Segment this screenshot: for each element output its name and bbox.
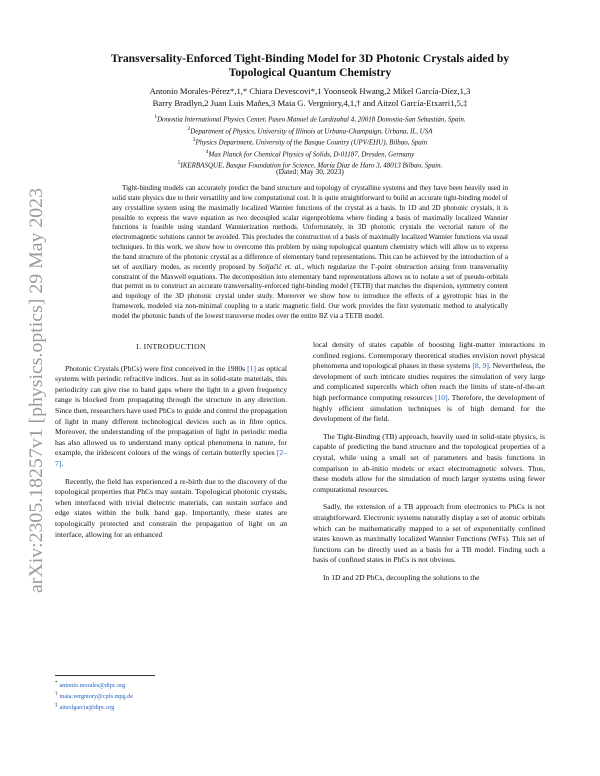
citation-link[interactable]: [2–7]: [55, 448, 287, 468]
abstract-emphasis: Soljačić et. al.: [258, 262, 303, 271]
footnotes: [55, 675, 287, 713]
affiliation: $^4$Max Planck for Chemical Physics of Solids, D-01187, Dresden, Germany: [205, 148, 415, 158]
section-heading: I. INTRODUCTION: [136, 342, 206, 351]
title-line: Transversality-Enforced Tight-Binding Model for 3D Photonic Crystals aided by: [110, 52, 510, 65]
arxiv-sidebar: [14, 185, 54, 595]
right-column: [313, 340, 545, 583]
affiliation: $^5$IKERBASQUE, Basque Foundation for Science, María Díaz de Haro 3, 48013 Bilbao, Spain.: [177, 160, 443, 170]
paragraph: Photonic Crystals (PhCs) were first conceived in the 1980s [1] as optical systems with periodic refractive indices. Just as in solid-state materials, this periodicity can give rise to band gaps where the light in a given frequency range is blocked from propagating through the structure in any direction. Since then, researchers have used PhCs to guide and control the propagation of light in many different technological devices such as in fibre optics. Moreover, the understanding of the propagation of light in periodic media has also allowed us to understand many optical phenomena in nature, for example, the iridescent colours of the wings of certain butterfly species [2–7].: [55, 363, 287, 468]
citation-link[interactable]: [10]: [434, 392, 448, 402]
author-list: [80, 86, 540, 109]
paragraph: local density of states capable of boosting light-matter interactions in confined regions. Contemporary theoretical studies envision novel physical phenomena and topological phases in these systems [8, 9]. Nevertheless, the development of such intricate studies requires the simulation of very large and complicated supercells which often reach the limits of state-of-the-art high performance computing resources [10]. Therefore, the development of highly efficient simulation techniques is of high demand for the development of the field.: [313, 340, 546, 424]
abstract: Tight-binding models can accurately predict the band structure and topology of crystalline systems and they have been heavily used in solid state physics due to their versatility and low computational cost. It is quite straightforward to build an accurate tight-binding model of any crystalline system using the maximally localized Wannier functions of the crystal as a basis. In 1D and 2D photonic crystals, it is possible to express the wave equation as two decoupled scalar eigenproblems where finding a basis of maximally localized Wannier functions is feasible using standard Wannierization methods. Unfortunately, in 3D photonic crystals the vectorial nature of the electromagnetic solutions cannot be avoided. This precludes the construction of a basis of maximally localized Wannier functions via usual techniques. In this work, we show how to overcome this problem by using topological quantum chemistry which will allow us to express the band structure of the photonic crystal as a difference of elementary band representations. This can be achieved by the introduction of a set of auxiliary modes, as recently proposed by Soljačić et. al., which regularize the Γ-point obstruction arising from transversality constraint of the Maxwell equations. The decomposition into elementary band representations allows us to isolate a set of pseudo-orbitals that permit us to construct an accurate transversality-enforced tight-binding model (TETB) that matches the dispersion, symmetry content and topology of the 3D photonic crystal under study. Moreover we show how to introduce the effects of a gyrotropic bias in the framework, modeled via non-minimal coupling to a static magnetic field. Our work provides the first systematic method to analytically model the photonic bands of the lowest transverse modes over the entire BZ via a TETB model.: [112, 184, 508, 320]
footnote-email[interactable]: * antonio.morales@dipc.org: [55, 681, 126, 690]
affiliation: $^1$Donostia International Physics Center, Paseo Manuel de Lardizabal 4, 20018 Donostia-San Sebastián, Spain.: [154, 114, 466, 124]
affiliation: $^3$Physics Department, University of the Basque Country (UPV/EHU), Bilbao, Spain: [192, 137, 428, 147]
footnote-email[interactable]: ‡ aitzolgarcia@dipc.org: [55, 702, 115, 711]
paragraph: Sadly, the extension of a TB approach from electronics to PhCs is not straightforward. Electronic systems naturally display a set of atomic orbitals which can be mathematically mapped to a set of exponentially confined states known as maximally localized Wannier Functions (WFs). This set of functions can be directly used as a basis for a TB model. Finding such a basis of confined states in PhCs is not obvious.: [313, 502, 545, 565]
author-line: Antonio Morales-Pérez*,1,* Chiara Devescovi*,1 Yoonseok Hwang,2 Mikel García-Díez,1,3: [149, 86, 471, 96]
citation-link[interactable]: [8, 9]: [472, 361, 489, 371]
paragraph: Recently, the field has experienced a re-birth due to the discovery of the topological properties that PhCs may sustain. Topological photonic crystals, when interfaced with trivial dielectric materials, can sustain surface and edge states within the bulk band gap. Importantly, these states are topologically protected and constrain the propagation of light on an interface, allowing for an enhanced: [55, 476, 287, 539]
paper-title: [80, 52, 540, 80]
citation-link[interactable]: [1]: [247, 363, 256, 373]
left-column: [55, 342, 287, 540]
title-line: Topological Quantum Chemistry: [228, 66, 392, 79]
paragraph: In 1D and 2D PhCs, decoupling the solutions to the: [323, 572, 480, 582]
affiliation: $^2$Department of Physics, University of Illinois at Urbana-Champaign, Urbana, IL, USA: [187, 125, 433, 135]
footnote-rule: [55, 675, 155, 676]
arxiv-identifier: arXiv:2305.18257v1 [physics.optics] 29 May 2023: [26, 204, 47, 593]
paragraph: The Tight-Binding (TB) approach, heavily used in solid-state physics, is capable of predicting the band structure and the topological properties of a crystal, while using a small set of parameters and basis functions in comparison to ab-initio models or exact electromagnetic solvers. Thus, these models allow for the simulation of much larger systems using fewer computational resources.: [313, 431, 545, 494]
date-line: (Dated: May 30, 2023): [276, 167, 344, 176]
affiliations: [80, 113, 540, 171]
author-line: Barry Bradlyn,2 Juan Luis Mañes,3 Maia G. Vergniory,4,1,† and Aitzol García-Etxarri1,5,‡: [152, 97, 468, 108]
footnote-email[interactable]: † maia.vergniory@cpfs.mpg.de: [55, 691, 133, 700]
